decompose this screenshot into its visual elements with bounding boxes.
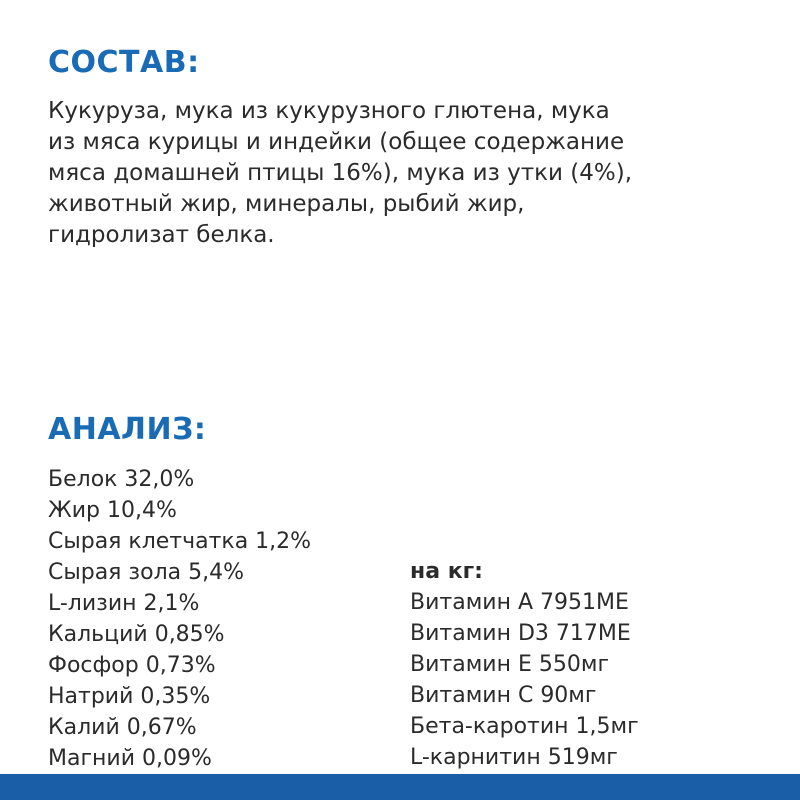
analysis-item: Натрий 0,35% bbox=[48, 684, 211, 709]
analysis-right-column bbox=[410, 464, 750, 773]
analysis-item: Фосфор 0,73% bbox=[48, 653, 216, 678]
composition-line: Кукуруза, мука из кукурузного глютена, мука bbox=[48, 98, 610, 124]
analysis-item: Магний 0,09% bbox=[48, 746, 212, 771]
analysis-item: Калий 0,67% bbox=[48, 715, 197, 740]
analysis-heading: АНАЛИЗ: bbox=[48, 412, 207, 447]
vitamin-item: Витамин C 90мг bbox=[410, 683, 597, 708]
composition-line: из мяса курицы и индейки (общее содержание bbox=[48, 129, 625, 155]
analysis-item: Жир 10,4% bbox=[48, 498, 177, 523]
analysis-item: L-лизин 2,1% bbox=[48, 591, 200, 616]
vitamin-item: Витамин E 550мг bbox=[410, 652, 609, 677]
analysis-item: Кальций 0,85% bbox=[48, 622, 225, 647]
vitamin-item: L-карнитин 519мг bbox=[410, 745, 618, 770]
composition-heading: СОСТАВ: bbox=[48, 45, 200, 80]
per-kg-title: на кг: bbox=[410, 559, 483, 584]
composition-text bbox=[48, 96, 758, 251]
vitamin-item: Бета-каротин 1,5мг bbox=[410, 714, 639, 739]
composition-line: гидролизат белка. bbox=[48, 222, 275, 248]
vitamin-item: Витамин D3 717МЕ bbox=[410, 621, 631, 646]
analysis-item: Сырая зола 5,4% bbox=[48, 560, 244, 585]
footer-bar bbox=[0, 774, 800, 800]
analysis-left-column bbox=[48, 464, 388, 774]
composition-line: животный жир, минералы, рыбий жир, bbox=[48, 191, 525, 217]
analysis-item: Сырая клетчатка 1,2% bbox=[48, 529, 312, 554]
analysis-item: Белок 32,0% bbox=[48, 467, 195, 492]
composition-line: мяса домашней птицы 16%), мука из утки (4%), bbox=[48, 160, 633, 186]
vitamin-item: Витамин A 7951МЕ bbox=[410, 590, 629, 615]
